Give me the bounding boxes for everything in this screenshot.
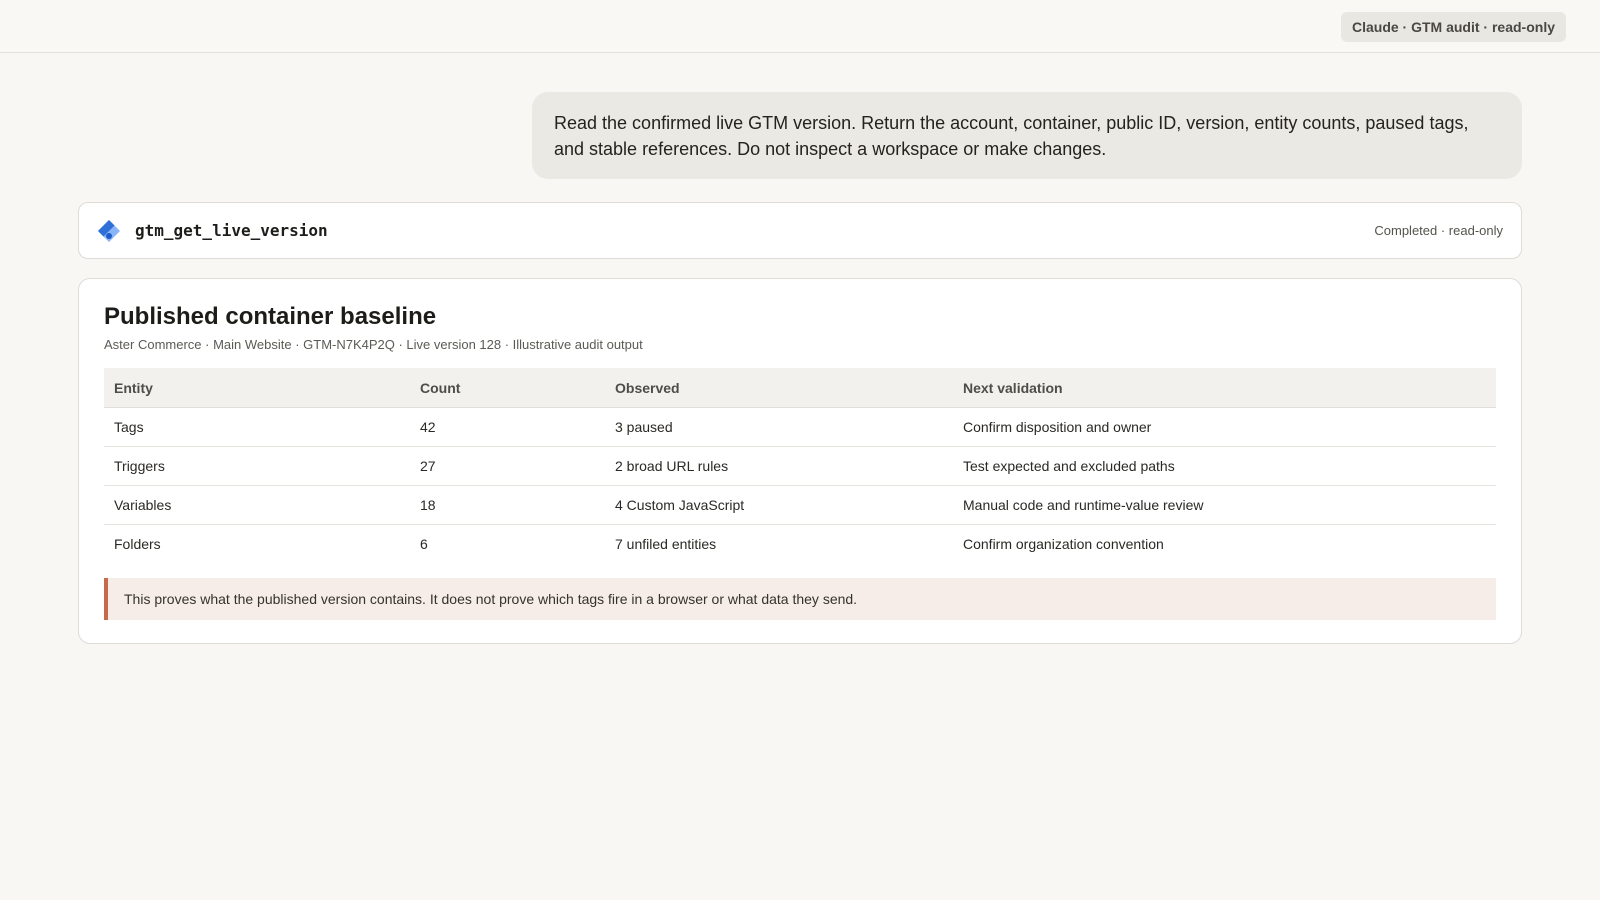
entity-table (104, 368, 1496, 563)
cell-count: 18 (410, 486, 605, 525)
cell-observed: 7 unfiled entities (615, 536, 717, 552)
limitation-callout: This proves what the published version contains. It does not prove which tags fire in a browser or what data they send. (104, 578, 1496, 620)
column-header-observed: Observed (605, 368, 953, 408)
tool-name: gtm_get_live_version (135, 221, 328, 240)
tool-call-row[interactable] (78, 202, 1522, 259)
cell-observed: 2 broad URL rules (605, 447, 953, 486)
cell-count: 6 (420, 536, 428, 552)
cell-entity: Triggers (104, 447, 410, 486)
cell-entity: Tags (104, 408, 410, 447)
table-row (104, 486, 1496, 525)
cell-observed: 4 Custom JavaScript (605, 486, 953, 525)
table-row (104, 408, 1496, 447)
cell-next-validation: Confirm disposition and owner (953, 408, 1496, 447)
table-header-row (104, 368, 1496, 408)
top-bar (0, 0, 1600, 53)
cell-count: 27 (410, 447, 605, 486)
result-card (78, 278, 1522, 644)
cell-next-validation: Manual code and runtime-value review (953, 486, 1496, 525)
cell-next-validation: Confirm organization convention (963, 536, 1164, 552)
card-subtitle: Aster Commerce · Main Website · GTM-N7K4P2Q · Live version 128 · Illustrative audit output (104, 337, 643, 352)
session-badge: Claude · GTM audit · read-only (1341, 12, 1566, 42)
cell-next-validation: Test expected and excluded paths (953, 447, 1496, 486)
column-header-entity: Entity (104, 368, 410, 408)
cell-entity: Variables (104, 486, 410, 525)
cell-count: 42 (410, 408, 605, 447)
cell-entity: Folders (114, 536, 161, 552)
user-prompt-bubble: Read the confirmed live GTM version. Return the account, container, public ID, version, entity counts, paused tags, and stable references. Do not inspect a workspace or make changes. (532, 92, 1522, 179)
table-row (104, 447, 1496, 486)
table-row (104, 525, 1496, 564)
cell-observed: 3 paused (605, 408, 953, 447)
column-header-next-validation: Next validation (953, 368, 1496, 408)
gtm-diamond-icon (97, 219, 121, 243)
tool-status: Completed · read-only (1374, 223, 1503, 238)
column-header-count: Count (410, 368, 605, 408)
card-title: Published container baseline (104, 303, 437, 330)
